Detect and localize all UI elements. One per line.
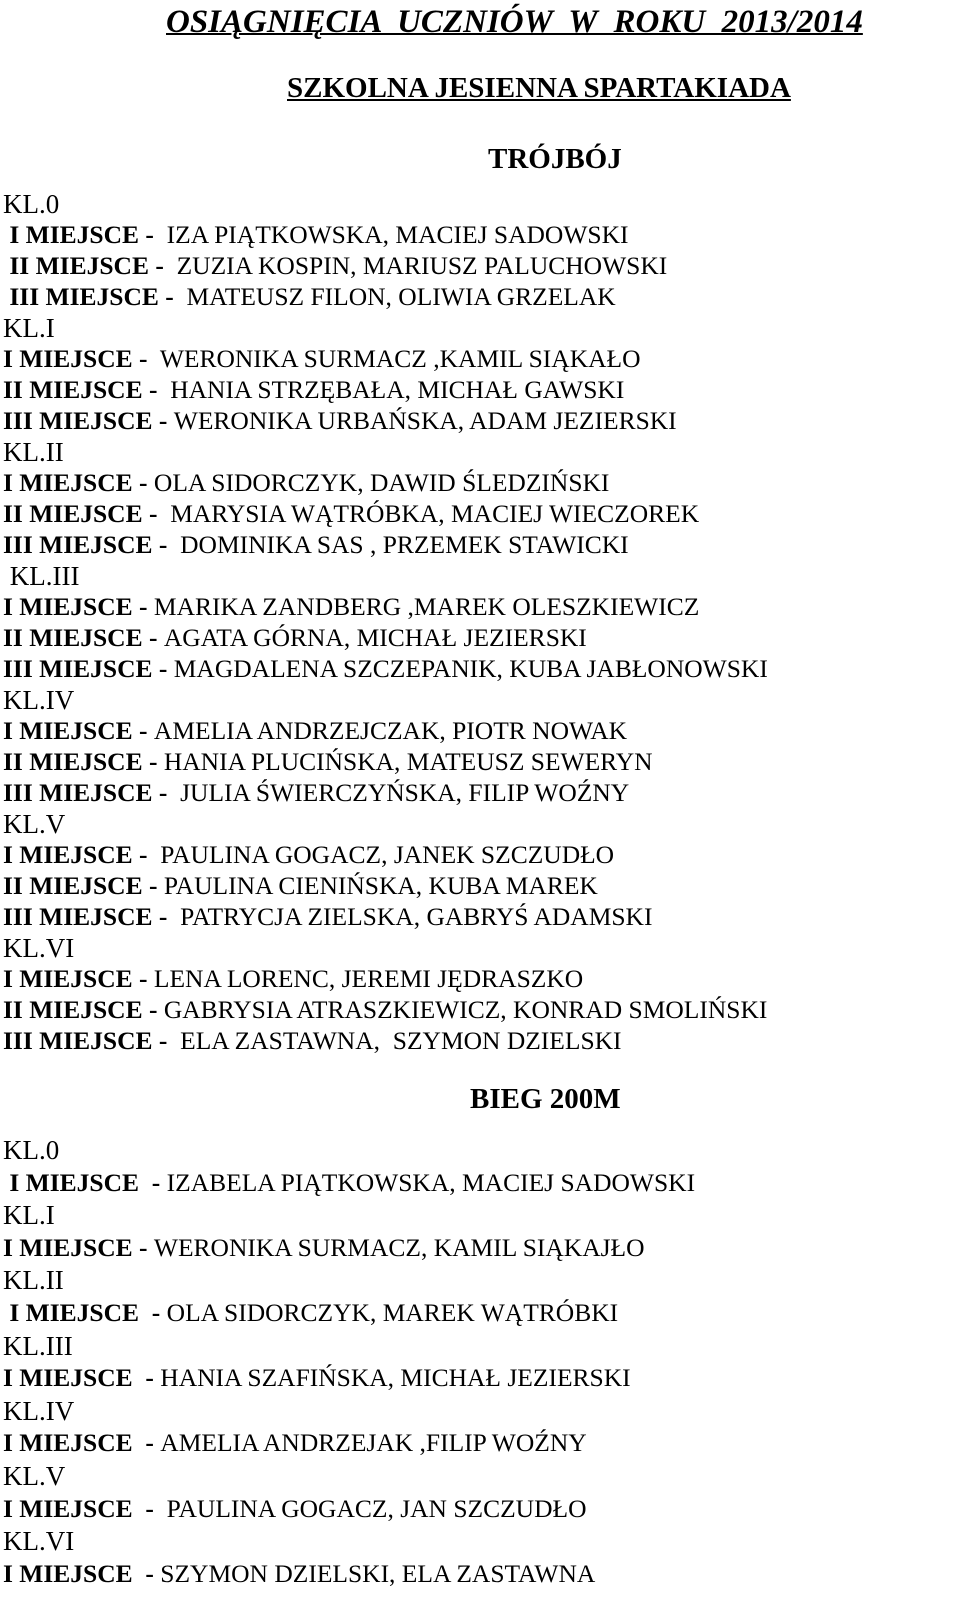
place-label: I MIEJSCE -	[3, 592, 154, 621]
winner-names: MAGDALENA SZCZEPANIK, KUBA JABŁONOWSKI	[173, 654, 768, 683]
place-entry	[3, 778, 629, 808]
place-entry	[3, 964, 583, 994]
winner-names: AMELIA ANDRZEJCZAK, PIOTR NOWAK	[153, 716, 628, 745]
place-entry	[3, 1428, 587, 1458]
place-label: III MIEJSCE -	[3, 778, 174, 807]
place-entry	[3, 623, 587, 653]
place-entry	[3, 1363, 631, 1393]
place-entry	[3, 251, 667, 281]
place-entry	[3, 871, 598, 901]
place-label: II MIEJSCE -	[3, 995, 164, 1024]
place-entry	[3, 468, 609, 498]
class-heading: KL.V	[3, 809, 66, 839]
place-entry	[3, 1559, 595, 1589]
place-label: III MIEJSCE -	[3, 1026, 174, 1055]
place-label: I MIEJSCE -	[3, 1232, 154, 1262]
winner-names: WERONIKA SURMACZ, KAMIL SIĄKAJŁO	[153, 1232, 645, 1262]
class-heading: KL.V	[3, 1461, 66, 1491]
place-label: I MIEJSCE -	[3, 964, 154, 993]
place-label: I MIEJSCE -	[3, 1428, 161, 1458]
winner-names: WERONIKA SURMACZ ,KAMIL SIĄKAŁO	[153, 344, 641, 373]
place-label: III MIEJSCE -	[3, 282, 181, 311]
winner-names: MARYSIA WĄTRÓBKA, MACIEJ WIECZOREK	[163, 499, 700, 528]
place-entry	[3, 902, 652, 932]
class-heading: KL.I	[3, 313, 55, 343]
place-label: III MIEJSCE -	[3, 654, 174, 683]
place-entry	[3, 716, 627, 746]
place-label: I MIEJSCE -	[3, 840, 154, 869]
section-title-bieg-200m: BIEG 200M	[470, 1083, 621, 1115]
place-label: I MIEJSCE -	[3, 344, 154, 373]
place-label: III MIEJSCE -	[3, 530, 174, 559]
winner-names: HANIA SZAFIŃSKA, MICHAŁ JEZIERSKI	[160, 1363, 631, 1393]
place-entry	[3, 654, 768, 684]
class-heading: KL.0	[3, 189, 60, 219]
winner-names: HANIA PLUCIŃSKA, MATEUSZ SEWERYN	[163, 747, 653, 776]
place-entry	[3, 1026, 622, 1056]
winner-names: ELA ZASTAWNA, SZYMON DZIELSKI	[173, 1026, 622, 1055]
place-label: III MIEJSCE -	[3, 902, 174, 931]
place-entry	[3, 499, 699, 529]
place-entry	[3, 220, 628, 250]
place-label: I MIEJSCE -	[3, 1558, 161, 1588]
winner-names: PATRYCJA ZIELSKA, GABRYŚ ADAMSKI	[173, 902, 653, 931]
winner-names: MARIKA ZANDBERG ,MAREK OLESZKIEWICZ	[153, 592, 700, 621]
place-entry	[3, 282, 616, 312]
winner-names: IZA PIĄTKOWSKA, MACIEJ SADOWSKI	[160, 220, 629, 249]
place-entry	[3, 1168, 695, 1198]
class-heading: KL.I	[3, 1200, 55, 1231]
place-label: II MIEJSCE -	[3, 623, 164, 652]
class-heading: KL.II	[3, 1265, 64, 1296]
place-label: I MIEJSCE -	[3, 1298, 167, 1327]
place-label: II MIEJSCE -	[3, 499, 164, 528]
class-heading: KL.VI	[3, 1526, 75, 1557]
place-entry	[3, 995, 767, 1025]
place-label: II MIEJSCE -	[3, 375, 164, 404]
winner-names: SZYMON DZIELSKI, ELA ZASTAWNA	[160, 1558, 596, 1588]
winner-names: IZABELA PIĄTKOWSKA, MACIEJ SADOWSKI	[166, 1167, 696, 1197]
class-heading: KL.III	[3, 1330, 73, 1361]
winner-names: PAULINA CIENIŃSKA, KUBA MAREK	[163, 871, 598, 900]
section-title-trojboj: TRÓJBÓJ	[488, 143, 622, 175]
winner-names: PAULINA GOGACZ, JANEK SZCZUDŁO	[153, 840, 615, 869]
winner-names: PAULINA GOGACZ, JAN SZCZUDŁO	[160, 1493, 587, 1523]
place-entry	[3, 1233, 645, 1263]
place-entry	[3, 375, 624, 405]
place-label: I MIEJSCE -	[3, 1167, 167, 1197]
winner-names: GABRYSIA ATRASZKIEWICZ, KONRAD SMOLIŃSKI	[163, 995, 768, 1024]
document-title: OSIĄGNIĘCIA UCZNIÓW W ROKU 2013/2014	[166, 4, 863, 40]
winner-names: HANIA STRZĘBAŁA, MICHAŁ GAWSKI	[163, 375, 625, 404]
winner-names: DOMINIKA SAS , PRZEMEK STAWICKI	[173, 530, 629, 559]
place-label: I MIEJSCE -	[3, 1493, 161, 1523]
place-entry	[3, 406, 677, 436]
class-heading: KL.II	[3, 437, 64, 467]
class-heading: KL.0	[3, 1135, 60, 1165]
winner-names: AMELIA ANDRZEJAK ,FILIP WOŹNY	[160, 1428, 587, 1458]
document-subtitle: SZKOLNA JESIENNA SPARTAKIADA	[287, 72, 791, 104]
winner-names: WERONIKA URBAŃSKA, ADAM JEZIERSKI	[173, 406, 677, 435]
place-label: I MIEJSCE -	[3, 220, 161, 249]
place-label: II MIEJSCE -	[3, 871, 164, 900]
winner-names: JULIA ŚWIERCZYŃSKA, FILIP WOŹNY	[173, 778, 630, 807]
class-heading: KL.VI	[3, 933, 75, 963]
place-entry	[3, 344, 641, 374]
place-label: I MIEJSCE -	[3, 716, 154, 745]
place-label: I MIEJSCE -	[3, 1363, 161, 1393]
class-heading: KL.III	[3, 561, 80, 591]
place-entry	[3, 530, 629, 560]
place-entry	[3, 747, 653, 777]
class-heading: KL.IV	[3, 1395, 75, 1426]
place-entry	[3, 840, 614, 870]
winner-names: AGATA GÓRNA, MICHAŁ JEZIERSKI	[163, 623, 587, 652]
class-heading: KL.IV	[3, 685, 75, 715]
place-label: I MIEJSCE -	[3, 468, 154, 497]
place-entry	[3, 592, 699, 622]
winner-names: OLA SIDORCZYK, MAREK WĄTRÓBKI	[166, 1298, 619, 1327]
place-label: II MIEJSCE -	[3, 747, 164, 776]
winner-names: ZUZIA KOSPIN, MARIUSZ PALUCHOWSKI	[170, 251, 668, 280]
place-label: II MIEJSCE -	[3, 251, 171, 280]
winner-names: MATEUSZ FILON, OLIWIA GRZELAK	[180, 282, 616, 311]
winner-names: OLA SIDORCZYK, DAWID ŚLEDZIŃSKI	[153, 468, 610, 497]
place-entry	[3, 1494, 587, 1524]
winner-names: LENA LORENC, JEREMI JĘDRASZKO	[153, 964, 584, 993]
place-label: III MIEJSCE -	[3, 406, 174, 435]
place-entry	[3, 1298, 618, 1328]
